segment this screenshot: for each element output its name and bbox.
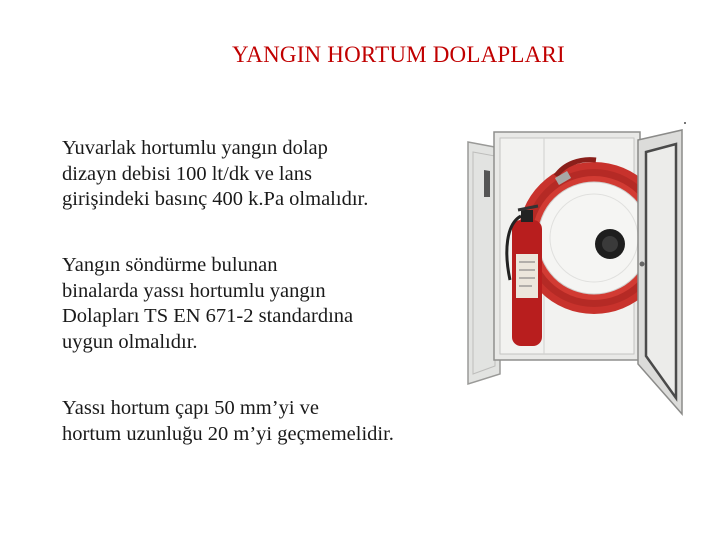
paragraph-hose-dimensions	[62, 396, 394, 447]
slide-title: YANGIN HORTUM DOLAPLARI	[232, 42, 565, 67]
paragraph-round-hose-cabinet	[62, 136, 368, 213]
text-line: dizayn debisi 100 lt/dk ve lans	[62, 162, 312, 185]
text-line: hortum uzunluğu 20 m’yi geçmemelidir.	[62, 422, 394, 445]
text-line: uygun olmalıdır.	[62, 330, 198, 353]
text-line: Yuvarlak hortumlu yangın dolap	[62, 137, 328, 159]
text-line: Yangın söndürme bulunan	[62, 254, 278, 276]
text-line: Yassı hortum çapı 50 mm’yi ve	[62, 397, 320, 419]
paragraph-flat-hose-standard	[62, 253, 353, 355]
text-line: Dolapları TS EN 671-2 standardına	[62, 305, 354, 327]
text-line: binalarda yassı hortumlu yangın	[62, 279, 326, 302]
fire-hose-cabinet-photo	[460, 112, 692, 420]
text-line: girişindeki basınç 400 k.Pa olmalıdır.	[62, 188, 369, 210]
